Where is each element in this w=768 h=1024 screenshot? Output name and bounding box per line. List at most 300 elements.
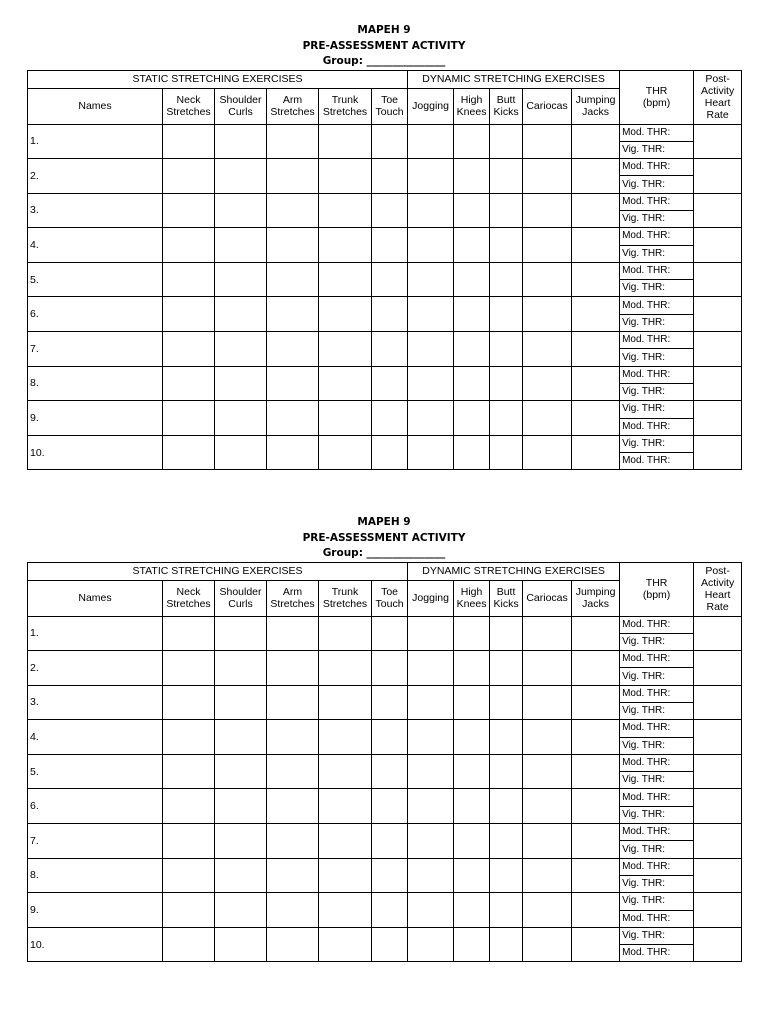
jogging-cell[interactable] bbox=[408, 193, 454, 228]
neck-stretches-cell[interactable] bbox=[163, 858, 215, 893]
arm-stretches-cell[interactable] bbox=[267, 858, 319, 893]
group-field[interactable]: Group: _______________ bbox=[322, 547, 446, 559]
assessment-form-2 bbox=[27, 515, 741, 962]
arm-stretches-cell[interactable] bbox=[267, 401, 319, 436]
student-name-cell[interactable]: 3. bbox=[28, 685, 163, 720]
toe-touch-cell[interactable] bbox=[372, 124, 408, 159]
jumping-jacks-cell[interactable] bbox=[572, 685, 620, 720]
arm-stretches-cell[interactable] bbox=[267, 228, 319, 263]
arm-stretches-cell[interactable] bbox=[267, 824, 319, 859]
trunk-stretches-cell[interactable] bbox=[319, 435, 372, 470]
shoulder-curls-cell[interactable] bbox=[215, 893, 267, 928]
cariocas-cell[interactable] bbox=[523, 720, 572, 755]
shoulder-curls-cell[interactable] bbox=[215, 754, 267, 789]
cariocas-header: Cariocas bbox=[523, 580, 572, 616]
thr-cell-bottom[interactable]: Mod. THR: bbox=[620, 910, 694, 927]
neck-stretches-cell[interactable] bbox=[163, 789, 215, 824]
thr-cell-bottom[interactable]: Vig. THR: bbox=[620, 702, 694, 719]
post-activity-heart-rate-cell[interactable] bbox=[694, 685, 742, 720]
arm-stretches-cell[interactable] bbox=[267, 927, 319, 962]
neck-stretches-cell[interactable] bbox=[163, 228, 215, 263]
high-knees-cell[interactable] bbox=[454, 824, 490, 859]
post-activity-heart-rate-cell[interactable] bbox=[694, 893, 742, 928]
trunk-stretches-cell[interactable] bbox=[319, 297, 372, 332]
trunk-stretches-cell[interactable] bbox=[319, 789, 372, 824]
trunk-stretches-cell[interactable] bbox=[319, 401, 372, 436]
student-name-cell[interactable]: 6. bbox=[28, 297, 163, 332]
shoulder-curls-cell[interactable] bbox=[215, 789, 267, 824]
arm-stretches-cell[interactable] bbox=[267, 435, 319, 470]
neck-stretches-cell[interactable] bbox=[163, 401, 215, 436]
jumping-jacks-cell[interactable] bbox=[572, 366, 620, 401]
post-activity-heart-rate-cell[interactable] bbox=[694, 651, 742, 686]
student-name-cell[interactable]: 7. bbox=[28, 824, 163, 859]
toe-touch-cell[interactable] bbox=[372, 297, 408, 332]
jogging-cell[interactable] bbox=[408, 124, 454, 159]
thr-cell-bottom[interactable]: Vig. THR: bbox=[620, 875, 694, 892]
butt-kicks-cell[interactable] bbox=[490, 435, 523, 470]
jumping-jacks-cell[interactable] bbox=[572, 754, 620, 789]
jogging-cell[interactable] bbox=[408, 401, 454, 436]
trunk-stretches-cell[interactable] bbox=[319, 228, 372, 263]
high-knees-cell[interactable] bbox=[454, 858, 490, 893]
cariocas-cell[interactable] bbox=[523, 616, 572, 651]
high-knees-cell[interactable] bbox=[454, 616, 490, 651]
neck-stretches-cell[interactable] bbox=[163, 616, 215, 651]
trunk-stretches-cell[interactable] bbox=[319, 159, 372, 194]
neck-stretches-cell[interactable] bbox=[163, 435, 215, 470]
cariocas-cell[interactable] bbox=[523, 651, 572, 686]
student-name-cell[interactable]: 10. bbox=[28, 435, 163, 470]
neck-stretches-cell[interactable] bbox=[163, 893, 215, 928]
high-knees-cell[interactable] bbox=[454, 927, 490, 962]
thr-cell-top[interactable]: Mod. THR: bbox=[620, 297, 694, 314]
toe-touch-cell[interactable] bbox=[372, 893, 408, 928]
arm-stretches-cell[interactable] bbox=[267, 685, 319, 720]
jumping-jacks-cell[interactable] bbox=[572, 228, 620, 263]
thr-cell-bottom[interactable]: Vig. THR: bbox=[620, 383, 694, 400]
trunk-stretches-cell[interactable] bbox=[319, 720, 372, 755]
toe-touch-cell[interactable] bbox=[372, 401, 408, 436]
jogging-cell[interactable] bbox=[408, 435, 454, 470]
post-activity-heart-rate-cell[interactable] bbox=[694, 262, 742, 297]
high-knees-cell[interactable] bbox=[454, 401, 490, 436]
thr-cell-top[interactable]: Vig. THR: bbox=[620, 893, 694, 910]
shoulder-curls-cell[interactable] bbox=[215, 858, 267, 893]
cariocas-cell[interactable] bbox=[523, 159, 572, 194]
butt-kicks-cell[interactable] bbox=[490, 720, 523, 755]
shoulder-curls-cell[interactable] bbox=[215, 435, 267, 470]
thr-cell-bottom[interactable]: Vig. THR: bbox=[620, 772, 694, 789]
student-name-cell[interactable]: 7. bbox=[28, 332, 163, 367]
thr-cell-top[interactable]: Mod. THR: bbox=[620, 332, 694, 349]
butt-kicks-cell[interactable] bbox=[490, 927, 523, 962]
student-name-cell[interactable]: 5. bbox=[28, 754, 163, 789]
toe-touch-cell[interactable] bbox=[372, 927, 408, 962]
thr-cell-top[interactable]: Vig. THR: bbox=[620, 435, 694, 452]
post-activity-heart-rate-cell[interactable] bbox=[694, 366, 742, 401]
trunk-stretches-cell[interactable] bbox=[319, 332, 372, 367]
butt-kicks-cell[interactable] bbox=[490, 366, 523, 401]
butt-kicks-cell[interactable] bbox=[490, 858, 523, 893]
cariocas-cell[interactable] bbox=[523, 893, 572, 928]
cariocas-cell[interactable] bbox=[523, 332, 572, 367]
cariocas-cell[interactable] bbox=[523, 789, 572, 824]
arm-stretches-cell[interactable] bbox=[267, 124, 319, 159]
student-name-cell[interactable]: 2. bbox=[28, 159, 163, 194]
thr-cell-top[interactable]: Mod. THR: bbox=[620, 366, 694, 383]
arm-stretches-cell[interactable] bbox=[267, 616, 319, 651]
shoulder-curls-cell[interactable] bbox=[215, 124, 267, 159]
post-activity-heart-rate-cell[interactable] bbox=[694, 616, 742, 651]
arm-stretches-cell[interactable] bbox=[267, 720, 319, 755]
high-knees-cell[interactable] bbox=[454, 789, 490, 824]
thr-cell-top[interactable]: Vig. THR: bbox=[620, 927, 694, 944]
cariocas-cell[interactable] bbox=[523, 927, 572, 962]
jumping-jacks-cell[interactable] bbox=[572, 927, 620, 962]
jumping-jacks-cell[interactable] bbox=[572, 824, 620, 859]
form-title: MAPEH 9 bbox=[357, 24, 411, 36]
jogging-cell[interactable] bbox=[408, 159, 454, 194]
thr-cell-top[interactable]: Mod. THR: bbox=[620, 159, 694, 176]
student-name-cell[interactable]: 1. bbox=[28, 616, 163, 651]
arm-stretches-cell[interactable] bbox=[267, 366, 319, 401]
arm-stretches-cell[interactable] bbox=[267, 262, 319, 297]
arm-stretches-cell[interactable] bbox=[267, 651, 319, 686]
toe-touch-cell[interactable] bbox=[372, 616, 408, 651]
trunk-stretches-cell[interactable] bbox=[319, 824, 372, 859]
shoulder-curls-cell[interactable] bbox=[215, 616, 267, 651]
jumping-jacks-cell[interactable] bbox=[572, 332, 620, 367]
cariocas-cell[interactable] bbox=[523, 228, 572, 263]
neck-stretches-cell[interactable] bbox=[163, 651, 215, 686]
toe-touch-cell[interactable] bbox=[372, 824, 408, 859]
jogging-cell[interactable] bbox=[408, 824, 454, 859]
toe-touch-cell[interactable] bbox=[372, 262, 408, 297]
thr-cell-top[interactable]: Mod. THR: bbox=[620, 685, 694, 702]
arm-stretches-cell[interactable] bbox=[267, 789, 319, 824]
jumping-jacks-cell[interactable] bbox=[572, 435, 620, 470]
jogging-cell[interactable] bbox=[408, 262, 454, 297]
post-activity-heart-rate-cell[interactable] bbox=[694, 193, 742, 228]
post-activity-heart-rate-cell[interactable] bbox=[694, 401, 742, 436]
toe-touch-cell[interactable] bbox=[372, 858, 408, 893]
trunk-stretches-cell[interactable] bbox=[319, 366, 372, 401]
trunk-stretches-cell[interactable] bbox=[319, 193, 372, 228]
trunk-stretches-cell[interactable] bbox=[319, 754, 372, 789]
jogging-cell[interactable] bbox=[408, 893, 454, 928]
toe-touch-cell[interactable] bbox=[372, 332, 408, 367]
post-activity-heart-rate-cell[interactable] bbox=[694, 124, 742, 159]
post-activity-heart-rate-header: Post- Activity Heart Rate bbox=[694, 70, 742, 124]
trunk-stretches-cell[interactable] bbox=[319, 858, 372, 893]
jogging-cell[interactable] bbox=[408, 720, 454, 755]
thr-cell-bottom[interactable]: Vig. THR: bbox=[620, 841, 694, 858]
arm-stretches-cell[interactable] bbox=[267, 193, 319, 228]
toe-touch-cell[interactable] bbox=[372, 685, 408, 720]
toe-touch-cell[interactable] bbox=[372, 720, 408, 755]
cariocas-cell[interactable] bbox=[523, 858, 572, 893]
shoulder-curls-cell[interactable] bbox=[215, 262, 267, 297]
trunk-stretches-cell[interactable] bbox=[319, 893, 372, 928]
high-knees-cell[interactable] bbox=[454, 159, 490, 194]
thr-cell-top[interactable]: Mod. THR: bbox=[620, 124, 694, 141]
student-name-cell[interactable]: 9. bbox=[28, 401, 163, 436]
arm-stretches-cell[interactable] bbox=[267, 159, 319, 194]
dynamic-stretching-header: DYNAMIC STRETCHING EXERCISES bbox=[408, 70, 620, 88]
high-knees-cell[interactable] bbox=[454, 228, 490, 263]
jumping-jacks-cell[interactable] bbox=[572, 262, 620, 297]
student-row bbox=[28, 228, 742, 245]
thr-cell-bottom[interactable]: Vig. THR: bbox=[620, 210, 694, 227]
high-knees-cell[interactable] bbox=[454, 754, 490, 789]
cariocas-cell[interactable] bbox=[523, 193, 572, 228]
high-knees-cell[interactable] bbox=[454, 366, 490, 401]
student-name-cell[interactable]: 8. bbox=[28, 366, 163, 401]
shoulder-curls-cell[interactable] bbox=[215, 927, 267, 962]
jumping-jacks-cell[interactable] bbox=[572, 297, 620, 332]
post-activity-heart-rate-cell[interactable] bbox=[694, 228, 742, 263]
toe-touch-cell[interactable] bbox=[372, 159, 408, 194]
toe-touch-cell[interactable] bbox=[372, 651, 408, 686]
thr-cell-bottom[interactable]: Mod. THR: bbox=[620, 418, 694, 435]
cariocas-cell[interactable] bbox=[523, 401, 572, 436]
toe-touch-cell[interactable] bbox=[372, 366, 408, 401]
post-activity-heart-rate-cell[interactable] bbox=[694, 435, 742, 470]
jumping-jacks-cell[interactable] bbox=[572, 893, 620, 928]
toe-touch-cell[interactable] bbox=[372, 435, 408, 470]
student-row bbox=[28, 616, 742, 633]
jumping-jacks-cell[interactable] bbox=[572, 858, 620, 893]
butt-kicks-cell[interactable] bbox=[490, 401, 523, 436]
student-row bbox=[28, 858, 742, 875]
arm-stretches-cell[interactable] bbox=[267, 754, 319, 789]
jumping-jacks-cell[interactable] bbox=[572, 789, 620, 824]
post-activity-heart-rate-cell[interactable] bbox=[694, 858, 742, 893]
group-field[interactable]: Group: _______________ bbox=[322, 55, 446, 67]
thr-cell-bottom[interactable]: Mod. THR: bbox=[620, 453, 694, 470]
student-name-cell[interactable]: 1. bbox=[28, 124, 163, 159]
trunk-stretches-cell[interactable] bbox=[319, 651, 372, 686]
thr-cell-bottom[interactable]: Vig. THR: bbox=[620, 633, 694, 650]
butt-kicks-cell[interactable] bbox=[490, 124, 523, 159]
trunk-stretches-cell[interactable] bbox=[319, 262, 372, 297]
neck-stretches-cell[interactable] bbox=[163, 193, 215, 228]
thr-cell-top[interactable]: Mod. THR: bbox=[620, 789, 694, 806]
thr-cell-top[interactable]: Mod. THR: bbox=[620, 616, 694, 633]
jumping-jacks-cell[interactable] bbox=[572, 124, 620, 159]
butt-kicks-cell[interactable] bbox=[490, 228, 523, 263]
shoulder-curls-cell[interactable] bbox=[215, 332, 267, 367]
high-knees-cell[interactable] bbox=[454, 435, 490, 470]
jogging-cell[interactable] bbox=[408, 754, 454, 789]
toe-touch-cell[interactable] bbox=[372, 789, 408, 824]
jogging-cell[interactable] bbox=[408, 616, 454, 651]
neck-stretches-cell[interactable] bbox=[163, 366, 215, 401]
student-name-cell[interactable]: 2. bbox=[28, 651, 163, 686]
post-activity-heart-rate-cell[interactable] bbox=[694, 159, 742, 194]
shoulder-curls-cell[interactable] bbox=[215, 193, 267, 228]
thr-cell-top[interactable]: Mod. THR: bbox=[620, 228, 694, 245]
cariocas-cell[interactable] bbox=[523, 754, 572, 789]
neck-stretches-cell[interactable] bbox=[163, 754, 215, 789]
butt-kicks-cell[interactable] bbox=[490, 332, 523, 367]
thr-cell-bottom[interactable]: Vig. THR: bbox=[620, 176, 694, 193]
assessment-form-1 bbox=[27, 23, 741, 470]
butt-kicks-cell[interactable] bbox=[490, 893, 523, 928]
thr-cell-top[interactable]: Vig. THR: bbox=[620, 401, 694, 418]
high-knees-cell[interactable] bbox=[454, 685, 490, 720]
thr-cell-bottom[interactable]: Vig. THR: bbox=[620, 668, 694, 685]
shoulder-curls-cell[interactable] bbox=[215, 685, 267, 720]
student-row bbox=[28, 685, 742, 702]
thr-cell-top[interactable]: Mod. THR: bbox=[620, 262, 694, 279]
neck-stretches-cell[interactable] bbox=[163, 685, 215, 720]
thr-cell-top[interactable]: Mod. THR: bbox=[620, 193, 694, 210]
student-name-cell[interactable]: 9. bbox=[28, 893, 163, 928]
butt-kicks-cell[interactable] bbox=[490, 262, 523, 297]
thr-cell-top[interactable]: Mod. THR: bbox=[620, 824, 694, 841]
trunk-stretches-cell[interactable] bbox=[319, 685, 372, 720]
post-activity-heart-rate-cell[interactable] bbox=[694, 824, 742, 859]
neck-stretches-cell[interactable] bbox=[163, 159, 215, 194]
student-name-cell[interactable]: 8. bbox=[28, 858, 163, 893]
toe-touch-cell[interactable] bbox=[372, 228, 408, 263]
jumping-jacks-cell[interactable] bbox=[572, 401, 620, 436]
jumping-jacks-cell[interactable] bbox=[572, 193, 620, 228]
jogging-cell[interactable] bbox=[408, 228, 454, 263]
jogging-cell[interactable] bbox=[408, 651, 454, 686]
thr-cell-bottom[interactable]: Vig. THR: bbox=[620, 141, 694, 158]
post-activity-heart-rate-cell[interactable] bbox=[694, 754, 742, 789]
jumping-jacks-cell[interactable] bbox=[572, 651, 620, 686]
jumping-jacks-cell[interactable] bbox=[572, 616, 620, 651]
high-knees-cell[interactable] bbox=[454, 297, 490, 332]
thr-cell-top[interactable]: Mod. THR: bbox=[620, 651, 694, 668]
high-knees-cell[interactable] bbox=[454, 124, 490, 159]
thr-cell-bottom[interactable]: Vig. THR: bbox=[620, 245, 694, 262]
thr-cell-bottom[interactable]: Vig. THR: bbox=[620, 806, 694, 823]
high-knees-cell[interactable] bbox=[454, 332, 490, 367]
neck-stretches-cell[interactable] bbox=[163, 824, 215, 859]
static-stretching-header: STATIC STRETCHING EXERCISES bbox=[28, 70, 408, 88]
student-name-cell[interactable]: 6. bbox=[28, 789, 163, 824]
jogging-cell[interactable] bbox=[408, 789, 454, 824]
high-knees-cell[interactable] bbox=[454, 893, 490, 928]
trunk-stretches-cell[interactable] bbox=[319, 927, 372, 962]
shoulder-curls-cell[interactable] bbox=[215, 228, 267, 263]
names-header: Names bbox=[28, 88, 163, 124]
cariocas-cell[interactable] bbox=[523, 124, 572, 159]
dynamic-stretching-header: DYNAMIC STRETCHING EXERCISES bbox=[408, 562, 620, 580]
neck-stretches-cell[interactable] bbox=[163, 332, 215, 367]
post-activity-heart-rate-cell[interactable] bbox=[694, 927, 742, 962]
shoulder-curls-cell[interactable] bbox=[215, 297, 267, 332]
student-name-cell[interactable]: 10. bbox=[28, 927, 163, 962]
student-row bbox=[28, 401, 742, 418]
shoulder-curls-cell[interactable] bbox=[215, 651, 267, 686]
butt-kicks-cell[interactable] bbox=[490, 685, 523, 720]
thr-cell-bottom[interactable]: Vig. THR: bbox=[620, 280, 694, 297]
student-name-cell[interactable]: 5. bbox=[28, 262, 163, 297]
cariocas-cell[interactable] bbox=[523, 435, 572, 470]
neck-stretches-cell[interactable] bbox=[163, 124, 215, 159]
butt-kicks-cell[interactable] bbox=[490, 754, 523, 789]
butt-kicks-cell[interactable] bbox=[490, 297, 523, 332]
butt-kicks-cell[interactable] bbox=[490, 789, 523, 824]
shoulder-curls-cell[interactable] bbox=[215, 366, 267, 401]
cariocas-cell[interactable] bbox=[523, 297, 572, 332]
student-name-cell[interactable]: 4. bbox=[28, 228, 163, 263]
jogging-cell[interactable] bbox=[408, 297, 454, 332]
cariocas-cell[interactable] bbox=[523, 824, 572, 859]
cariocas-cell[interactable] bbox=[523, 366, 572, 401]
high-knees-cell[interactable] bbox=[454, 193, 490, 228]
arm-stretches-cell[interactable] bbox=[267, 297, 319, 332]
assessment-table bbox=[27, 70, 742, 471]
butt-kicks-cell[interactable] bbox=[490, 616, 523, 651]
post-activity-heart-rate-cell[interactable] bbox=[694, 720, 742, 755]
student-name-cell[interactable]: 3. bbox=[28, 193, 163, 228]
neck-stretches-cell[interactable] bbox=[163, 927, 215, 962]
jogging-cell[interactable] bbox=[408, 332, 454, 367]
cariocas-cell[interactable] bbox=[523, 685, 572, 720]
butt-kicks-cell[interactable] bbox=[490, 193, 523, 228]
post-activity-heart-rate-cell[interactable] bbox=[694, 789, 742, 824]
trunk-stretches-cell[interactable] bbox=[319, 616, 372, 651]
shoulder-curls-cell[interactable] bbox=[215, 824, 267, 859]
high-knees-cell[interactable] bbox=[454, 651, 490, 686]
jogging-cell[interactable] bbox=[408, 927, 454, 962]
jumping-jacks-cell[interactable] bbox=[572, 720, 620, 755]
neck-stretches-cell[interactable] bbox=[163, 297, 215, 332]
trunk-stretches-cell[interactable] bbox=[319, 124, 372, 159]
thr-cell-top[interactable]: Mod. THR: bbox=[620, 858, 694, 875]
student-name-cell[interactable]: 4. bbox=[28, 720, 163, 755]
thr-cell-top[interactable]: Mod. THR: bbox=[620, 720, 694, 737]
high-knees-cell[interactable] bbox=[454, 262, 490, 297]
shoulder-curls-header: Shoulder Curls bbox=[215, 580, 267, 616]
thr-cell-bottom[interactable]: Vig. THR: bbox=[620, 737, 694, 754]
toe-touch-cell[interactable] bbox=[372, 193, 408, 228]
shoulder-curls-cell[interactable] bbox=[215, 720, 267, 755]
thr-cell-bottom[interactable]: Mod. THR: bbox=[620, 945, 694, 962]
high-knees-cell[interactable] bbox=[454, 720, 490, 755]
jogging-cell[interactable] bbox=[408, 685, 454, 720]
shoulder-curls-cell[interactable] bbox=[215, 159, 267, 194]
post-activity-heart-rate-cell[interactable] bbox=[694, 297, 742, 332]
jogging-cell[interactable] bbox=[408, 366, 454, 401]
jumping-jacks-cell[interactable] bbox=[572, 159, 620, 194]
thr-cell-bottom[interactable]: Vig. THR: bbox=[620, 349, 694, 366]
post-activity-heart-rate-cell[interactable] bbox=[694, 332, 742, 367]
neck-stretches-cell[interactable] bbox=[163, 262, 215, 297]
butt-kicks-cell[interactable] bbox=[490, 159, 523, 194]
shoulder-curls-cell[interactable] bbox=[215, 401, 267, 436]
butt-kicks-cell[interactable] bbox=[490, 651, 523, 686]
arm-stretches-cell[interactable] bbox=[267, 332, 319, 367]
toe-touch-cell[interactable] bbox=[372, 754, 408, 789]
butt-kicks-cell[interactable] bbox=[490, 824, 523, 859]
arm-stretches-cell[interactable] bbox=[267, 893, 319, 928]
neck-stretches-cell[interactable] bbox=[163, 720, 215, 755]
thr-cell-bottom[interactable]: Vig. THR: bbox=[620, 314, 694, 331]
group-header-row bbox=[28, 70, 742, 88]
jogging-cell[interactable] bbox=[408, 858, 454, 893]
butt-kicks-header: Butt Kicks bbox=[490, 580, 523, 616]
cariocas-cell[interactable] bbox=[523, 262, 572, 297]
thr-cell-top[interactable]: Mod. THR: bbox=[620, 754, 694, 771]
